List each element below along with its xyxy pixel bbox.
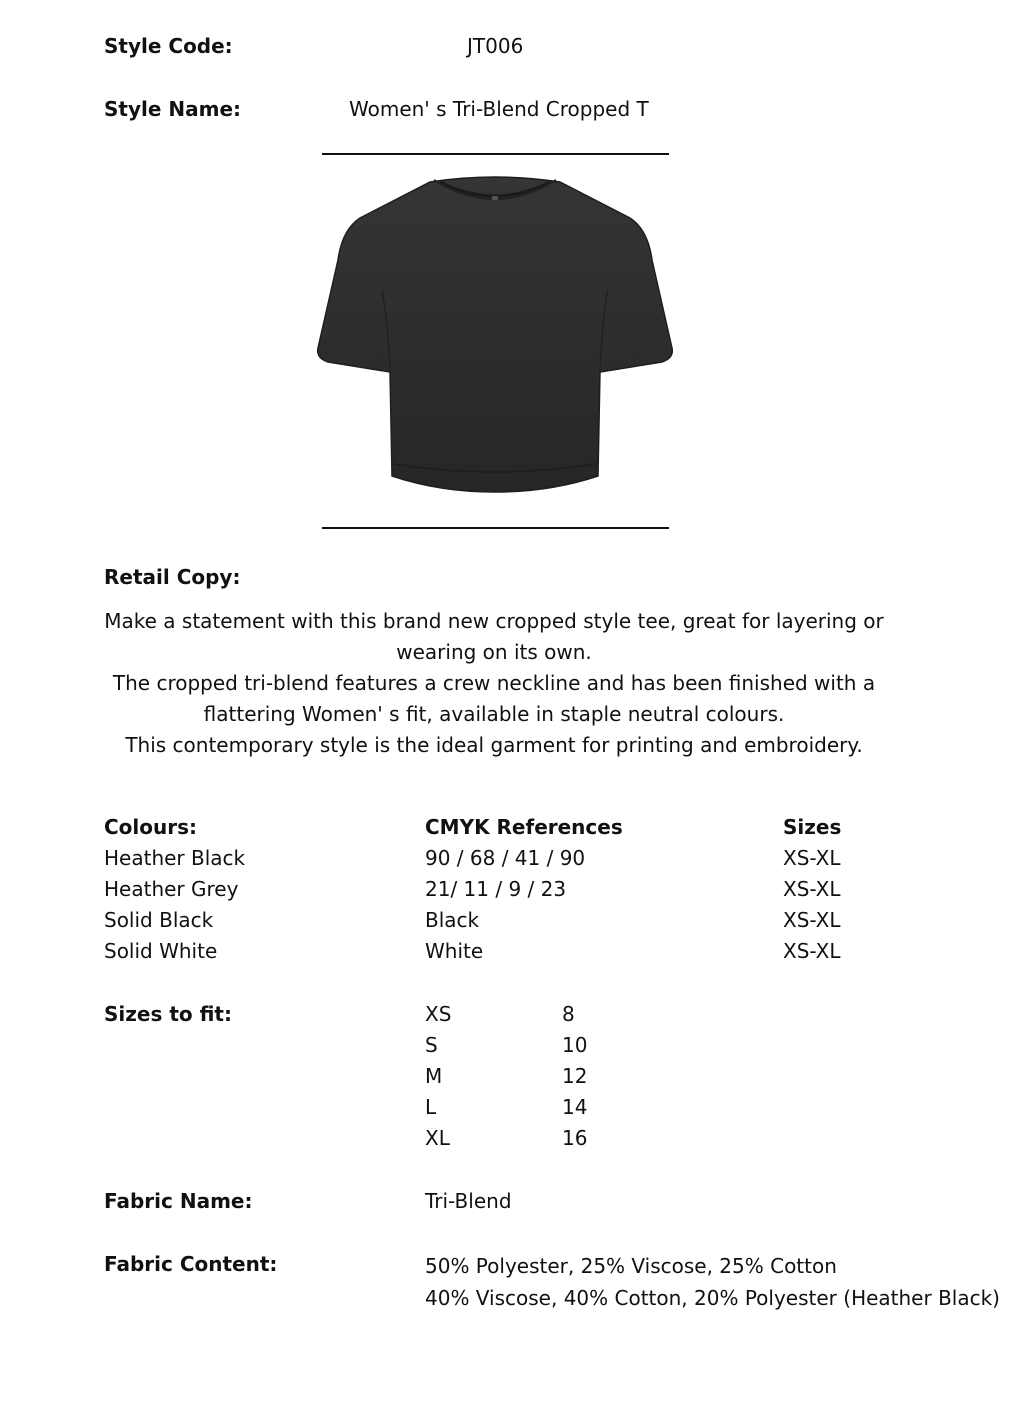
- retail-copy-line: flattering Women' s fit, available in staple neutral colours.: [203, 702, 785, 726]
- colour-cmyk: Black: [425, 908, 480, 932]
- retail-copy-line: wearing on its own.: [396, 640, 592, 664]
- colours-header: Colours:: [104, 815, 198, 839]
- size-fit-row: [0, 1126, 1024, 1157]
- cropped-tshirt-icon: [300, 170, 690, 500]
- colour-sizes: XS-XL: [783, 939, 841, 963]
- fabric-content-values: [425, 1250, 1000, 1314]
- fabric-content-line: 50% Polyester, 25% Viscose, 25% Cotton: [425, 1254, 837, 1278]
- colour-row: [0, 908, 1024, 939]
- colour-name: Solid White: [104, 939, 218, 963]
- size-fit: 8: [562, 1002, 575, 1026]
- size-fit: 12: [562, 1064, 588, 1088]
- size-code: M: [425, 1064, 443, 1088]
- size-code: L: [425, 1095, 437, 1119]
- colour-sizes: XS-XL: [783, 877, 841, 901]
- colour-sizes: XS-XL: [783, 846, 841, 870]
- colours-header-row: [0, 815, 1024, 846]
- colour-row: [0, 846, 1024, 877]
- divider-bottom: [322, 527, 669, 529]
- fabric-content-label: Fabric Content:: [104, 1252, 278, 1276]
- size-fit-row: [0, 1064, 1024, 1095]
- size-code: XS: [425, 1002, 452, 1026]
- size-code: S: [425, 1033, 438, 1057]
- colour-name: Heather Grey: [104, 877, 239, 901]
- colour-name: Solid Black: [104, 908, 214, 932]
- retail-copy-line: This contemporary style is the ideal garment for printing and embroidery.: [125, 733, 863, 757]
- style-name-value: Women' s Tri-Blend Cropped T: [349, 97, 649, 121]
- colour-sizes: XS-XL: [783, 908, 841, 932]
- fabric-name-label: Fabric Name:: [104, 1189, 253, 1213]
- colour-cmyk: 90 / 68 / 41 / 90: [425, 846, 586, 870]
- divider-top: [322, 153, 669, 155]
- fabric-name-value: Tri-Blend: [425, 1189, 512, 1213]
- size-code: XL: [425, 1126, 450, 1150]
- retail-copy-line: The cropped tri-blend features a crew neckline and has been finished with a: [112, 671, 876, 695]
- size-fit-row: [0, 1095, 1024, 1126]
- style-name-label: Style Name:: [104, 97, 242, 121]
- size-fit-row: [0, 1033, 1024, 1064]
- style-code-label: Style Code:: [104, 34, 233, 58]
- cmyk-header: CMYK References: [425, 815, 623, 839]
- retail-copy-label: Retail Copy:: [104, 565, 241, 589]
- sizes-header: Sizes: [783, 815, 842, 839]
- retail-copy-line: Make a statement with this brand new cropped style tee, great for layering or: [104, 609, 884, 633]
- colour-row: [0, 877, 1024, 908]
- colour-cmyk: White: [425, 939, 484, 963]
- style-code-value: JT006: [467, 34, 524, 58]
- fabric-content-line: 40% Viscose, 40% Cotton, 20% Polyester (Heather Black): [425, 1286, 1000, 1310]
- retail-copy-text: [104, 606, 884, 761]
- size-fit: 10: [562, 1033, 588, 1057]
- size-fit: 14: [562, 1095, 588, 1119]
- size-fit-row: [0, 1002, 1024, 1033]
- size-fit: 16: [562, 1126, 588, 1150]
- colour-cmyk: 21/ 11 / 9 / 23: [425, 877, 567, 901]
- colour-name: Heather Black: [104, 846, 246, 870]
- colour-row: [0, 939, 1024, 970]
- sizes-to-fit-label: Sizes to fit:: [104, 1002, 232, 1026]
